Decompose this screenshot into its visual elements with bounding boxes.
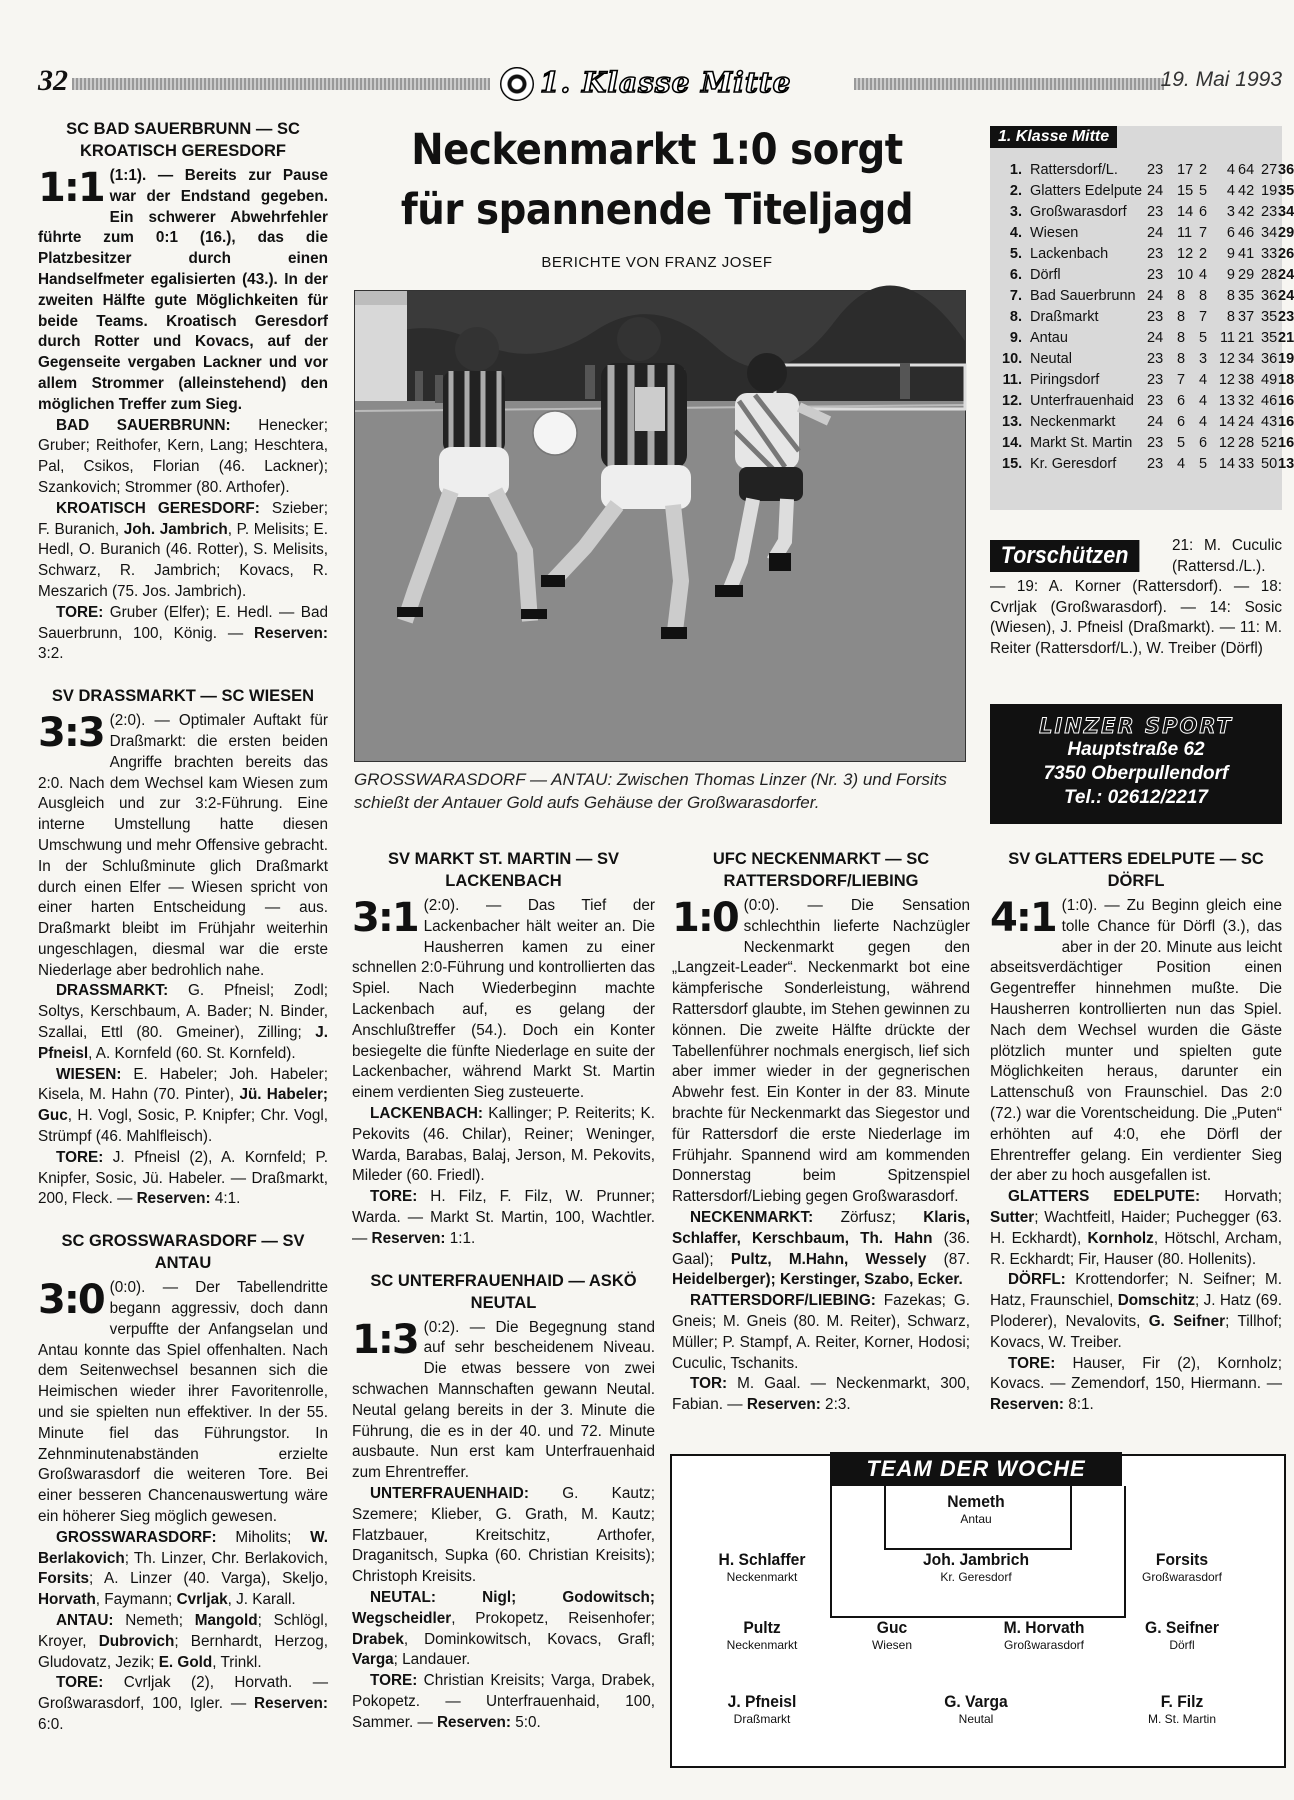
player-defender: Forsits Großwarasdorf <box>1141 1550 1223 1584</box>
table-row: 7. Bad Sauerbrunn 24 8 8 8 35 36 24 <box>1009 288 1294 304</box>
report-title: SV DRASSMARKT — SC WIESEN <box>51 687 315 706</box>
match-score: 3:1 <box>352 895 418 941</box>
column-middle-right <box>672 848 970 1416</box>
lineup: RATTERSDORF/LIEBING: Fazekas; G. Gneis; M. Gneis (80. M. Reiter), Schwarz, Müller; P. Stampf, A. Reiter, Korner, Hodosi; Cuculic, Tschanits. <box>672 1292 970 1372</box>
report-title: SC UNTERFRAUENHAID — ASKÖ NEUTAL <box>370 1271 637 1312</box>
ad-phone: Tel.: 02612/2217 <box>1063 787 1208 808</box>
lineup: DRASSMARKT: G. Pfneisl; Zodl; Soltys, Kerschbaum, A. Bader; N. Binder, Szallai, Ettl (80. Gmeiner), Zilling; J. Pfneisl, A. Kornfeld (60. St. Kornfeld). <box>38 982 328 1062</box>
ball <box>533 411 577 455</box>
report-body <box>672 896 970 1208</box>
scorers-title: Torschützen <box>990 540 1139 572</box>
standings-rows <box>1002 160 1294 475</box>
report-body <box>352 1318 655 1484</box>
lineup: UNTERFRAUENHAID: G. Kautz; Szemere; Klieber, G. Grath, M. Kautz; Flatzbauer, Kreitschitz, Arthofer, Draganitsch, Supka (60. Christian Kreisits); Christoph Kreisits. <box>352 1484 655 1586</box>
match-score: 1:1 <box>38 165 104 211</box>
report-text: (1:0). — Zu Beginn gleich eine tolle Chance für Dörfl (3.), das aber in der 20. Minute aus leicht abseitsverdächtiger Position einen Gegentreffer hinnehmen mußte. Die Hausherren kontrollierten nun das Spiel. Nach dem Wechsel wurden die Gäste plötzlich munter und spielten gute Möglichkeiten heraus, darunter ein Lattenschuß von Fraunschiel. Das 2:0 (72.) war die Vorentscheidung. Die „Puten“ erhöhten auf 4:0, ehe Dörfl der Ehrentreffer gelang. Ein verdienter Sieg der aber zu hoch ausgefallen ist. <box>990 897 1282 1185</box>
player-midfielder: Guc Wiesen <box>871 1618 912 1652</box>
match-score: 1:3 <box>352 1316 418 1363</box>
report-title: SC BAD SAUERBRUNN — SC KROATISCH GERESDORF <box>66 120 300 160</box>
table-row: 10. Neutal 23 8 3 12 34 36 19 <box>1002 351 1294 367</box>
report-body <box>38 1278 328 1528</box>
player-midfielder: Pultz Neckenmarkt <box>726 1618 798 1652</box>
table-row: 11. Piringsdorf 23 7 4 12 38 49 18 <box>1002 372 1294 388</box>
ad-brand: LINZER SPORT <box>1039 714 1233 738</box>
match-score: 3:0 <box>38 1277 104 1324</box>
report-text: (2:0). — Das Tief der Lackenbacher hält weiter an. Die Hausherren kamen zu einer schnellen 2:0-Führung und kontrollierten das Spiel. Nach Wiederbeginn machte Lackenbach auf, es gelang der Anschlußtreffer (54.). Doch ein Konter besiegelte die fünfte Niederlage en suite der Lackenbacher, während Markt St. Martin einem verdienten Sieg zusteuerte. <box>352 897 655 1102</box>
player-goalkeeper: Nemeth Antau <box>947 1492 1005 1526</box>
goals-line: TORE: J. Pfneisl (2), A. Kornfeld; P. Knipfer, Sosic, Jü. Habeler. — Draßmarkt, 200, Fleck. — Reserven: 4:1. <box>38 1148 328 1208</box>
report-title: SC GROSSWARASDORF — SV ANTAU <box>61 1232 305 1273</box>
article-byline: BERICHTE VON FRANZ JOSEF <box>541 254 773 271</box>
issue-date: 19. Mai 1993 <box>1160 68 1282 91</box>
standings-title: 1. Klasse Mitte <box>990 126 1117 148</box>
match-score: 4:1 <box>990 895 1056 941</box>
table-row: 4. Wiesen 24 11 7 6 46 34 29 <box>1009 225 1294 241</box>
player-forward: J. Pfneisl Draßmarkt <box>727 1692 797 1726</box>
goals-line: TORE: Hauser, Fir (2), Kornholz; Kovacs. — Zemendorf, 150, Hiermann. — Reserven: 8:1. <box>990 1354 1282 1414</box>
report-text: (0:0). — Der Tabellendritte begann aggressiv, doch dann verpuffte der Anfangselan und Antau konnte das Spiel offenhalten. Nach dem Seitenwechsel besannen sich die Heimischen wieder ihrer Favoritenrolle, und sie spielten nun effektiver. In der 55. Minute fiel das Führungstor. In Zehnminutenabständen erzielte Großwarasdorf die weiteren Tore. Bei einer besseren Chancenauswertung wäre ein höherer Sieg möglich gewesen. <box>38 1279 328 1526</box>
team-of-the-week <box>670 1454 1286 1768</box>
table-row: 14. Markt St. Martin 23 5 6 12 28 52 16 <box>1002 435 1294 451</box>
report-text: (2:0). — Optimaler Auftakt für Draßmarkt: die ersten beiden Angriffe brachten bereits das 2:0. Nach dem Wechsel kam Wiesen zum Ausgleich und zur 3:2-Führung. Eine interne Umstellung hatte diesen Umschwung und mehr Offensive gebracht. In der Schlußminute glich Draßmarkt durch einen Elfer — Wiesen spricht von einer harten Entscheidung — aus. Draßmarkt bleibt im Frühjahr weiterhin ungeschlagen, diesmal war die erste Niederlage aber bedrohlich nahe. <box>38 712 328 979</box>
table-row: 13. Neckenmarkt 24 6 4 14 24 43 16 <box>1002 414 1294 430</box>
column-right <box>990 848 1282 1416</box>
lineup: WIESEN: E. Habeler; Joh. Habeler; Kisela, M. Hahn (70. Pinter), Jü. Habeler; Guc, H. Vogl, Sosic, P. Knipfer; Chr. Vogl, Strümpf (46. Mahlfleisch). <box>38 1065 329 1146</box>
player-defender: Joh. Jambrich Kr. Geresdorf <box>922 1550 1030 1584</box>
player-midfielder: G. Seifner Dörfl <box>1145 1618 1219 1652</box>
match-photo <box>354 290 966 762</box>
table-row: 15. Kr. Geresdorf 23 4 5 14 33 50 13 <box>1002 456 1294 472</box>
photo-caption: GROSSWARASDORF — ANTAU: Zwischen Thomas Linzer (Nr. 3) und Forsits schießt der Antauer Gold aufs Gehäuse der Großwarasdorfer. <box>354 770 947 812</box>
standings-table <box>990 126 1294 510</box>
goals-line: TORE: Christian Kreisits; Varga, Drabek, Pokopetz. — Unterfrauenhaid, 100, Sammer. — Reserven: 5:0. <box>352 1672 655 1731</box>
soccer-ball-icon <box>500 67 534 101</box>
report-body <box>990 896 1282 1187</box>
report-text: (0:2). — Die Begegnung stand auf sehr bescheidenem Niveau. Die etwas bessere von zwei schwachen Mannschaften gewann Neutal. Neutal gelang bereits in der 3. Minute die Führung, die es in der 40. und 72. Minute ausbaute. Nun erst kam Unterfrauenhaid zum Ehrentreffer. <box>352 1318 655 1482</box>
report-title: SV GLATTERS EDELPUTE — SC DÖRFL <box>1008 850 1264 890</box>
player-defender: H. Schlaffer Neckenmarkt <box>718 1550 806 1584</box>
lineup: ANTAU: Nemeth; Mangold; Schlögl, Kroyer, Dubrovich; Bernhardt, Herzog, Gludovatz, Jezik; E. Gold, Trinkl. <box>38 1612 329 1671</box>
report-text: (0:0). — Die Sensation schlechthin lieferte Nachzügler Neckenmarkt gegen den „Langzeit-Leader“. Neckenmarkt bot eine kämpferische Sonderleistung, während Rattersdorf glaubte, im Stehen gewinnen zu können. Die zweite Hälfte drückte der Tabellenführer nochmals energisch, lief sich aber immer wieder in der gegnerischen Abwehr fest. Ein Konter in der 83. Minute brachte für Neckenmarkt das Siegestor und für Rattersdorf die erste Niederlage im Frühjahr. Spannend wird am kommenden Donnerstag beim Spitzenspiel Rattersdorf/Liebing gegen Großwarasdorf. <box>672 897 970 1206</box>
section-title: 1. Klasse Mitte <box>540 66 792 99</box>
report-text: (1:1). — Bereits zur Pause war der Endstand gegeben. Ein schwerer Abwehrfehler führte zum 0:1 (16.), das die Platzbesitzer durch einen Handselfmeter egalisierten (43.). In der zweiten Hälfte gute Möglichkeiten für beide Teams. Kroatisch Geresdorf durch Rotter und Kovacs, auf der Gegenseite vergaben Lackner und vor allem Strommer (alleinstehend) den möglichen Treffer zum Sieg. <box>38 167 328 413</box>
lineup: BAD SAUERBRUNN: Henecker; Gruber; Reithofer, Kern, Lang; Heschtera, Pal, Csikos, Florian (46. Lackner); Szankovich; Strommer (80. Arthofer). <box>38 416 328 496</box>
lineup: NEUTAL: Nigl; Godowitsch; Wegscheidler, Prokopetz, Reisenhofer; Drabek, Dominkowitsch, Kovacs, Grafl; Varga; Landauer. <box>352 1588 655 1669</box>
player-forward: F. Filz M. St. Martin <box>1147 1692 1216 1726</box>
table-row: 12. Unterfrauenhaid 23 6 4 13 32 46 16 <box>1002 393 1294 409</box>
page-number: 32 <box>38 64 68 97</box>
report-title: SV MARKT ST. MARTIN — SV LACKENBACH <box>387 850 619 890</box>
lineup: GLATTERS EDELPUTE: Horvath; Sutter; Wachtfeitl, Haider; Puchegger (63. H. Eckhardt), Kornholz, Hötschl, Archam, R. Eckhardt; Fir, Hauser (80. Hollenits). <box>990 1188 1283 1268</box>
lineup: GROSSWARASDORF: Miholits; W. Berlakovich; Th. Linzer, Chr. Berlakovich, Forsits; A. Linzer (40. Varga), Skeljo, Horvath, Faymann; Cvrljak, J. Karall. <box>38 1528 328 1609</box>
table-row: 9. Antau 24 8 5 11 21 35 21 <box>1009 330 1294 346</box>
goals-line: TOR: M. Gaal. — Neckenmarkt, 300, Fabian. — Reserven: 2:3. <box>672 1375 970 1414</box>
advertisement <box>990 704 1282 824</box>
goals-line: TORE: Gruber (Elfer); E. Hedl. — Bad Sauerbrunn, 100, König. — Reserven: 3:2. <box>38 603 328 663</box>
header-rule-right <box>854 78 1164 90</box>
column-left <box>38 118 328 1736</box>
player-forward: G. Varga Neutal <box>944 1692 1008 1726</box>
goals-line: TORE: Cvrljak (2), Horvath. — Großwarasdorf, 100, Igler. — Reserven: 6:0. <box>38 1674 328 1733</box>
table-row: 8. Draßmarkt 23 8 7 8 37 35 23 <box>1009 309 1294 325</box>
report-title: UFC NECKENMARKT — SC RATTERSDORF/LIEBING <box>712 850 930 890</box>
match-score: 3:3 <box>38 710 104 757</box>
lineup: DÖRFL: Krottendorfer; N. Seifner; M. Hatz, Fraunschiel, Domschitz; J. Hatz (69. Ploderer), Nevalovits, G. Seifner; Tillhof; Kovacs, W. Treiber. <box>990 1271 1282 1351</box>
section-logo <box>500 64 880 104</box>
page-header <box>38 64 1282 104</box>
table-row: 2. Glatters Edelpute 24 15 5 4 42 19 35 <box>1009 183 1294 199</box>
table-row: 1. Rattersdorf/L. 23 17 2 4 64 27 36 <box>1009 162 1294 178</box>
ad-city: 7350 Oberpullendorf <box>1043 763 1229 784</box>
team-title: TEAM DER WOCHE <box>830 1452 1122 1486</box>
report-body <box>352 896 655 1104</box>
player-midfielder: M. Horvath Großwarasdorf <box>1003 1618 1085 1652</box>
lineup: KROATISCH GERESDORF: Szieber; F. Buranich, Joh. Jambrich, P. Melisits; E. Hedl, O. Buranich (46. Rotter), S. Melisits, Schwarz, R. Jambrich; Kovacs, R. Meszarich (75. Jos. Jambrich). <box>38 499 328 600</box>
header-rule-left <box>72 78 490 90</box>
report-body <box>38 166 328 416</box>
report-body <box>38 711 328 981</box>
column-middle-left <box>352 848 655 1733</box>
lineup: NECKENMARKT: Zörfusz; Klaris, Schlaffer, Kerschbaum, Th. Hahn (36. Gaal); Pultz, M.Hahn, Wessely (87. Heidelberger); Kerstinger, Szabo, Ecker. <box>672 1208 970 1289</box>
table-row: 5. Lackenbach 23 12 2 9 41 33 26 <box>1009 246 1294 262</box>
match-score: 1:0 <box>672 895 738 941</box>
goals-line: TORE: H. Filz, F. Filz, W. Prunner; Warda. — Markt St. Martin, 100, Wachtler. — Reserven: 1:1. <box>352 1188 655 1247</box>
scorers-text: 21: M. Cuculic (Rattersd./L.). — 19: A. Korner (Rattersdorf). — 18: Cvrljak (Großwarasdorf). — 14: Sosic (Wiesen), J. Pfneisl (Draßmarkt). — 11: M. Reiter (Rattersdorf/L.), W. Treiber (Dörfl) <box>990 537 1282 657</box>
table-row: 6. Dörfl 23 10 4 9 29 28 24 <box>1009 267 1294 283</box>
article-headline: Neckenmarkt 1:0 sorgt für spannende Titeljagd <box>400 125 914 235</box>
ad-street: Hauptstraße 62 <box>1067 739 1205 760</box>
table-row: 3. Großwarasdorf 23 14 6 3 42 23 34 <box>1009 204 1294 220</box>
lineup: LACKENBACH: Kallinger; P. Reiterits; K. Pekovits (46. Chilar), Reiner; Weninger, Warda, Barabas, Balaj, Jerson, M. Pekovits, Mileder (60. Friedl). <box>352 1104 655 1185</box>
soccer-players-illustration <box>355 291 965 761</box>
